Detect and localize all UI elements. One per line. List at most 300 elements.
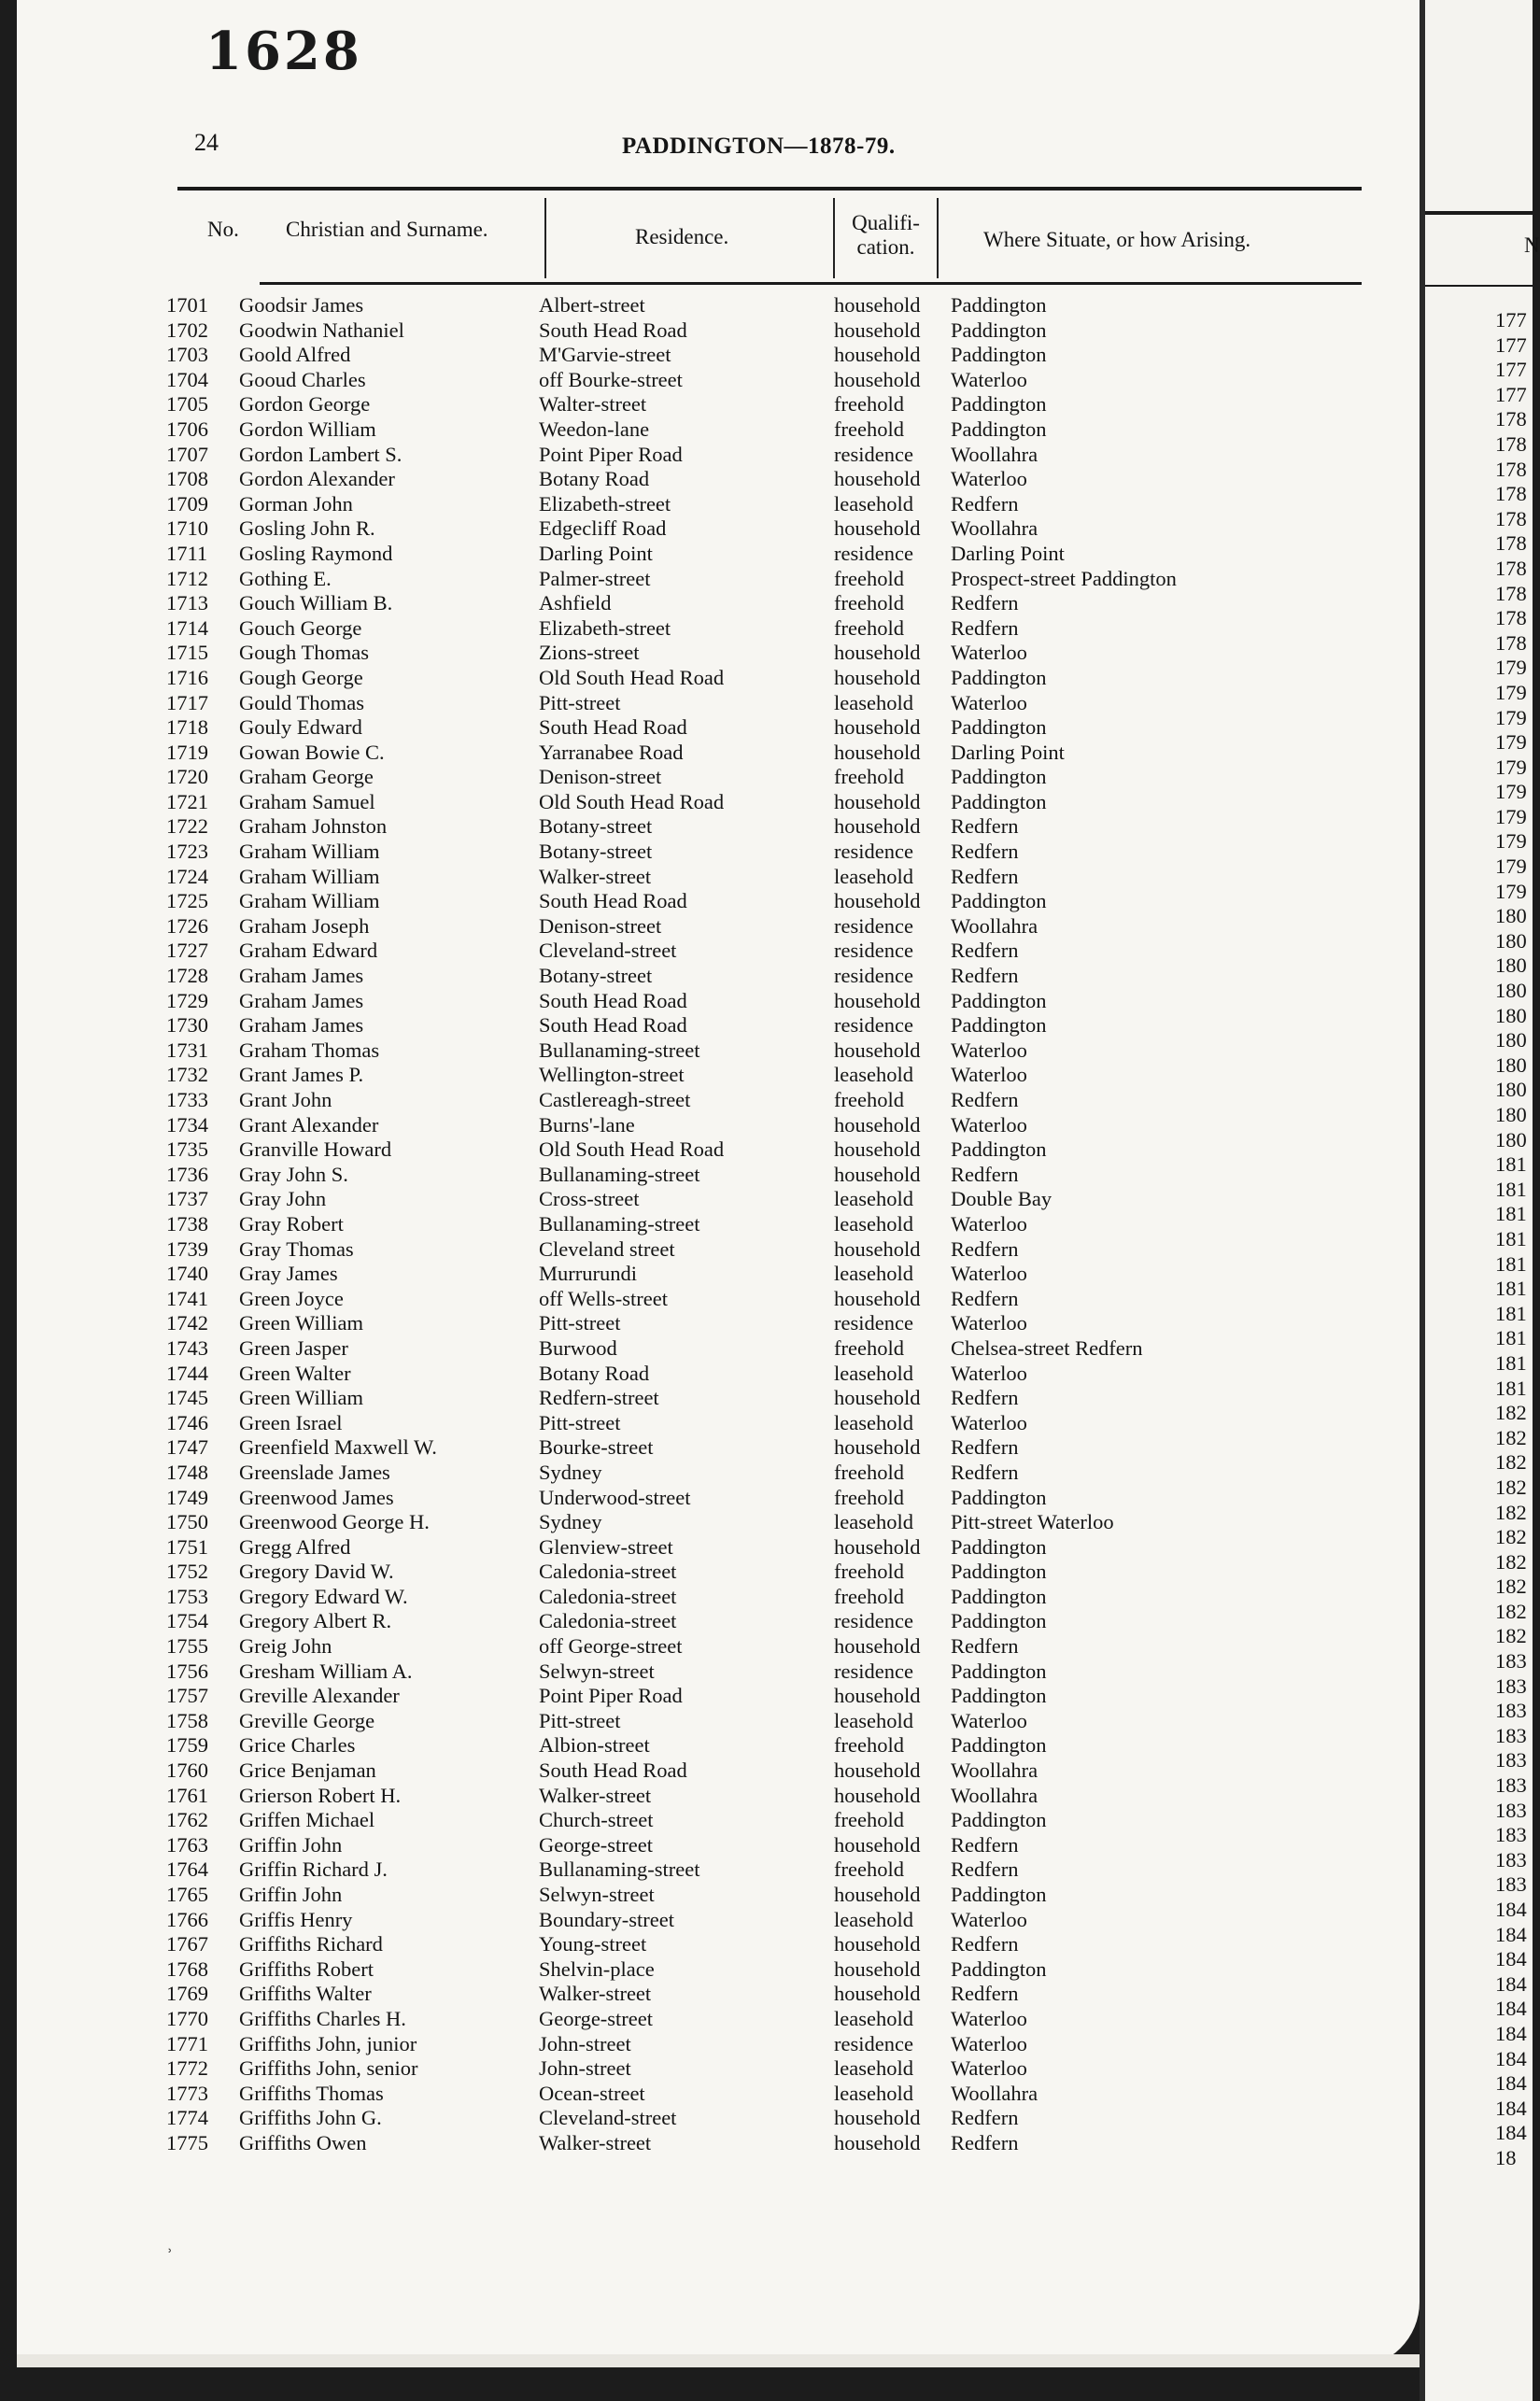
adjacent-entry-number: 184 xyxy=(1495,2071,1527,2096)
elector-list xyxy=(17,293,1420,2156)
entry-where: Paddington xyxy=(951,318,1047,342)
table-row xyxy=(17,1088,1420,1113)
entry-name: Graham Joseph xyxy=(239,913,370,938)
table-row xyxy=(17,1510,1420,1535)
entry-qualification: household xyxy=(834,1832,921,1857)
entry-where: Waterloo xyxy=(951,1038,1027,1062)
table-row xyxy=(17,2007,1420,2032)
adjacent-entry-number: 182 xyxy=(1495,1401,1527,1425)
adjacent-entry-number: 183 xyxy=(1495,1872,1527,1897)
table-row xyxy=(17,1386,1420,1411)
entry-where: Paddington xyxy=(951,1013,1047,1038)
entry-number: 1719 xyxy=(166,740,208,764)
entry-residence: Shelvin-place xyxy=(539,1956,655,1981)
entry-residence: Young-street xyxy=(539,1932,647,1956)
table-row xyxy=(17,492,1420,517)
entry-number: 1747 xyxy=(166,1435,208,1460)
entry-number: 1764 xyxy=(166,1857,208,1882)
adjacent-entry-number: 179 xyxy=(1495,680,1527,704)
adjacent-entry-number: 182 xyxy=(1495,1624,1527,1648)
entry-name: Gray John xyxy=(239,1187,327,1211)
entry-where: Redfern xyxy=(951,591,1019,615)
entry-name: Gregory David W. xyxy=(239,1560,394,1584)
adjacent-entry-number: 183 xyxy=(1495,1773,1527,1798)
entry-qualification: freehold xyxy=(834,392,904,417)
entry-qualification: household xyxy=(834,715,921,740)
entry-name: Graham William xyxy=(239,889,380,913)
table-row xyxy=(17,2082,1420,2107)
entry-qualification: household xyxy=(834,318,921,342)
entry-name: Graham Samuel xyxy=(239,789,375,813)
entry-where: Prospect-street Paddington xyxy=(951,566,1177,590)
entry-qualification: household xyxy=(834,2106,921,2130)
entry-where: Waterloo xyxy=(951,467,1027,491)
adjacent-entry-number: 184 xyxy=(1495,2121,1527,2145)
entry-residence: Weedon-lane xyxy=(539,417,650,441)
adjacent-entry-number: 180 xyxy=(1495,1052,1527,1077)
entry-where: Paddington xyxy=(951,988,1047,1012)
entry-residence: Bullanaming-street xyxy=(539,1857,700,1882)
table-row xyxy=(17,1063,1420,1088)
table-row xyxy=(17,516,1420,542)
entry-name: Griffiths John, senior xyxy=(239,2056,418,2081)
entry-number: 1769 xyxy=(166,1982,208,2006)
entry-number: 1761 xyxy=(166,1783,208,1807)
entry-name: Griffiths Walter xyxy=(239,1982,372,2006)
entry-where: Redfern xyxy=(951,1857,1019,1882)
entry-name: Green Israel xyxy=(239,1410,343,1434)
entry-name: Gough Thomas xyxy=(239,641,369,665)
document-page xyxy=(17,0,1420,2367)
entry-residence: Old South Head Road xyxy=(539,1137,725,1162)
entry-residence: Walker-street xyxy=(539,1783,652,1807)
table-row xyxy=(17,1163,1420,1188)
entry-number: 1746 xyxy=(166,1410,208,1434)
entry-where: Redfern xyxy=(951,1386,1019,1410)
entry-number: 1775 xyxy=(166,2130,208,2154)
entry-name: Gordon George xyxy=(239,392,371,417)
entry-number: 1770 xyxy=(166,2006,208,2030)
entry-residence: South Head Road xyxy=(539,1758,687,1783)
entry-number: 1758 xyxy=(166,1708,208,1732)
entry-number: 1733 xyxy=(166,1088,208,1111)
entry-name: Gordon William xyxy=(239,417,376,441)
adjacent-entry-number: 178 xyxy=(1495,581,1527,605)
entry-name: Gresham William A. xyxy=(239,1659,413,1683)
adjacent-entry-number: 178 xyxy=(1495,431,1527,456)
entry-qualification: freehold xyxy=(834,615,904,640)
entry-qualification: freehold xyxy=(834,1857,904,1882)
entry-name: Gould Thomas xyxy=(239,690,364,714)
header-bottom-rule xyxy=(260,282,1362,285)
entry-residence: Boundary-street xyxy=(539,1907,674,1931)
table-row xyxy=(17,1411,1420,1436)
entry-where: Woollahra xyxy=(951,516,1038,541)
table-row xyxy=(17,741,1420,766)
adjacent-entry-number: 179 xyxy=(1495,879,1527,903)
entry-number: 1739 xyxy=(166,1236,208,1261)
entry-residence: Bullanaming-street xyxy=(539,1038,700,1062)
table-row xyxy=(17,417,1420,443)
entry-number: 1709 xyxy=(166,491,208,516)
adjacent-entry-number: 181 xyxy=(1495,1350,1527,1375)
entry-name: Gordon Lambert S. xyxy=(239,442,403,466)
entry-where: Waterloo xyxy=(951,1410,1027,1434)
adjacent-entry-number: 183 xyxy=(1495,1649,1527,1674)
column-divider-2 xyxy=(833,198,835,278)
page-number: 24 xyxy=(194,129,219,156)
entry-residence: Old South Head Road xyxy=(539,665,725,689)
adjacent-number-column xyxy=(1495,308,1527,2171)
table-row xyxy=(17,368,1420,393)
entry-residence: Point Piper Road xyxy=(539,442,683,466)
table-row xyxy=(17,2106,1420,2131)
entry-qualification: residence xyxy=(834,1013,913,1038)
entry-number: 1774 xyxy=(166,2106,208,2130)
entry-number: 1748 xyxy=(166,1460,208,1484)
entry-where: Paddington xyxy=(951,889,1047,913)
entry-qualification: leasehold xyxy=(834,1708,913,1732)
entry-qualification: freehold xyxy=(834,1808,904,1832)
adjacent-entry-number: 180 xyxy=(1495,1028,1527,1052)
entry-where: Waterloo xyxy=(951,1262,1027,1286)
entry-residence: Denison-street xyxy=(539,913,662,938)
entry-name: Greville Alexander xyxy=(239,1684,400,1708)
adjacent-entry-number: 182 xyxy=(1495,1500,1527,1524)
adjacent-entry-number: 183 xyxy=(1495,1847,1527,1871)
entry-where: Redfern xyxy=(951,1982,1019,2006)
entry-where: Redfern xyxy=(951,1236,1019,1261)
entry-qualification: household xyxy=(834,814,921,839)
entry-qualification: household xyxy=(834,293,921,317)
entry-number: 1765 xyxy=(166,1883,208,1906)
entry-where: Woollahra xyxy=(951,1758,1038,1783)
entry-where: Paddington xyxy=(951,1659,1047,1683)
entry-name: Greenwood George H. xyxy=(239,1510,430,1534)
table-row xyxy=(17,939,1420,964)
entry-where: Paddington xyxy=(951,1733,1047,1758)
entry-residence: Ocean-street xyxy=(539,2081,645,2105)
adjacent-entry-number: 178 xyxy=(1495,407,1527,431)
adjacent-entry-number: 184 xyxy=(1495,2046,1527,2070)
entry-name: Gothing E. xyxy=(239,566,332,590)
entry-number: 1721 xyxy=(166,789,208,813)
entry-name: Graham George xyxy=(239,765,374,789)
entry-where: Paddington xyxy=(951,1534,1047,1559)
entry-number: 1707 xyxy=(166,442,208,466)
entry-qualification: household xyxy=(834,467,921,491)
entry-where: Woollahra xyxy=(951,442,1038,466)
table-row xyxy=(17,641,1420,666)
entry-where: Redfern xyxy=(951,1932,1019,1956)
entry-residence: Zions-street xyxy=(539,641,640,665)
table-row xyxy=(17,1660,1420,1685)
entry-qualification: leasehold xyxy=(834,1211,913,1236)
entry-number: 1736 xyxy=(166,1162,208,1186)
entry-where: Redfern xyxy=(951,2130,1019,2154)
entry-qualification: leasehold xyxy=(834,1410,913,1434)
adjacent-entry-number: 181 xyxy=(1495,1277,1527,1301)
entry-name: Greenwood James xyxy=(239,1485,394,1509)
entry-residence: George-street xyxy=(539,1832,654,1857)
table-row xyxy=(17,567,1420,592)
adjacent-entry-number: 179 xyxy=(1495,829,1527,854)
adjacent-entry-number: 178 xyxy=(1495,506,1527,530)
adjacent-entry-number: 179 xyxy=(1495,730,1527,755)
adjacent-entry-number: 181 xyxy=(1495,1326,1527,1350)
header-name: Christian and Surname. xyxy=(286,218,488,241)
entry-name: Gregory Edward W. xyxy=(239,1584,408,1608)
entry-name: Grice Charles xyxy=(239,1733,356,1758)
entry-where: Redfern xyxy=(951,1460,1019,1484)
adjacent-entry-number: 180 xyxy=(1495,1003,1527,1027)
entry-where: Pitt-street Waterloo xyxy=(951,1510,1114,1534)
entry-residence: South Head Road xyxy=(539,318,687,342)
entry-number: 1755 xyxy=(166,1634,208,1659)
entry-name: Green Walter xyxy=(239,1361,351,1385)
entry-residence: M'Garvie-street xyxy=(539,343,671,367)
table-row xyxy=(17,443,1420,468)
entry-residence: South Head Road xyxy=(539,988,687,1012)
table-row xyxy=(17,989,1420,1014)
entry-name: Greenslade James xyxy=(239,1460,390,1484)
table-row xyxy=(17,1957,1420,1983)
entry-number: 1745 xyxy=(166,1386,208,1410)
entry-where: Redfern xyxy=(951,615,1019,640)
entry-qualification: leasehold xyxy=(834,491,913,516)
entry-number: 1724 xyxy=(166,864,208,888)
entry-where: Paddington xyxy=(951,1560,1047,1584)
entry-name: Green Joyce xyxy=(239,1286,344,1310)
entry-number: 1713 xyxy=(166,591,208,615)
entry-where: Waterloo xyxy=(951,2031,1027,2055)
entry-where: Redfern xyxy=(951,1088,1019,1111)
entry-name: Gregg Alfred xyxy=(239,1534,351,1559)
entry-name: Gray John S. xyxy=(239,1162,348,1186)
table-row xyxy=(17,1758,1420,1784)
entry-qualification: household xyxy=(834,988,921,1012)
entry-name: Griffin John xyxy=(239,1832,343,1857)
adjacent-entry-number: 182 xyxy=(1495,1549,1527,1574)
table-row xyxy=(17,1038,1420,1064)
entry-qualification: freehold xyxy=(834,1733,904,1758)
entry-number: 1725 xyxy=(166,889,208,913)
entry-where: Waterloo xyxy=(951,1211,1027,1236)
entry-qualification: residence xyxy=(834,840,913,864)
entry-qualification: household xyxy=(834,1236,921,1261)
adjacent-entry-number: 184 xyxy=(1495,1971,1527,1996)
entry-residence: Burwood xyxy=(539,1335,617,1360)
entry-residence: Darling Point xyxy=(539,541,653,565)
entry-number: 1704 xyxy=(166,367,208,391)
entry-where: Paddington xyxy=(951,1609,1047,1633)
table-row xyxy=(17,1187,1420,1212)
entry-name: Griffiths Charles H. xyxy=(239,2006,406,2030)
table-row xyxy=(17,691,1420,716)
entry-number: 1743 xyxy=(166,1335,208,1360)
entry-residence: Botany Road xyxy=(539,467,650,491)
entry-residence: Bourke-street xyxy=(539,1435,654,1460)
adjacent-entry-number: 181 xyxy=(1495,1376,1527,1400)
entry-qualification: household xyxy=(834,1634,921,1659)
entry-number: 1710 xyxy=(166,516,208,541)
entry-where: Paddington xyxy=(951,765,1047,789)
adjacent-entry-number: 182 xyxy=(1495,1475,1527,1499)
entry-number: 1742 xyxy=(166,1311,208,1335)
adjacent-entry-number: 177 xyxy=(1495,332,1527,357)
table-row xyxy=(17,1733,1420,1758)
entry-number: 1732 xyxy=(166,1063,208,1087)
entry-name: Gray Thomas xyxy=(239,1236,354,1261)
adjacent-entry-number: 183 xyxy=(1495,1699,1527,1723)
entry-where: Redfern xyxy=(951,814,1019,839)
adjacent-entry-number: 183 xyxy=(1495,1674,1527,1698)
entry-name: Grant Alexander xyxy=(239,1112,379,1137)
entry-number: 1752 xyxy=(166,1560,208,1584)
entry-name: Griffis Henry xyxy=(239,1907,353,1931)
entry-qualification: leasehold xyxy=(834,1187,913,1211)
adjacent-entry-number: 183 xyxy=(1495,1823,1527,1847)
entry-number: 1728 xyxy=(166,964,208,988)
adjacent-entry-number: 183 xyxy=(1495,1798,1527,1822)
entry-name: Gray Robert xyxy=(239,1211,344,1236)
entry-where: Darling Point xyxy=(951,740,1065,764)
entry-residence: Point Piper Road xyxy=(539,1684,683,1708)
table-row xyxy=(17,1684,1420,1709)
entry-number: 1754 xyxy=(166,1609,208,1633)
entry-qualification: household xyxy=(834,1112,921,1137)
table-row xyxy=(17,715,1420,741)
entry-number: 1705 xyxy=(166,392,208,417)
entry-where: Waterloo xyxy=(951,1063,1027,1087)
entry-where: Waterloo xyxy=(951,1907,1027,1931)
entry-qualification: household xyxy=(834,1932,921,1956)
adjacent-header-bottom-rule xyxy=(1425,285,1533,287)
entry-name: Graham William xyxy=(239,840,380,864)
entry-qualification: leasehold xyxy=(834,2056,913,2081)
table-row xyxy=(17,1784,1420,1809)
table-row xyxy=(17,964,1420,989)
entry-qualification: household xyxy=(834,1435,921,1460)
adjacent-entry-number: 178 xyxy=(1495,630,1527,655)
entry-number: 1734 xyxy=(166,1112,208,1137)
entry-residence: Edgecliff Road xyxy=(539,516,667,541)
entry-where: Redfern xyxy=(951,1286,1019,1310)
entry-residence: Caledonia-street xyxy=(539,1584,677,1608)
entry-number: 1766 xyxy=(166,1907,208,1931)
entry-qualification: freehold xyxy=(834,566,904,590)
entry-number: 1717 xyxy=(166,690,208,714)
entry-qualification: freehold xyxy=(834,1335,904,1360)
column-divider-1 xyxy=(544,198,546,278)
entry-where: Chelsea-street Redfern xyxy=(951,1335,1143,1360)
adjacent-entry-number: 181 xyxy=(1495,1251,1527,1276)
entry-name: Gordon Alexander xyxy=(239,467,395,491)
entry-number: 1749 xyxy=(166,1485,208,1509)
entry-name: Green Jasper xyxy=(239,1335,348,1360)
entry-qualification: household xyxy=(834,1286,921,1310)
entry-residence: off Wells-street xyxy=(539,1286,668,1310)
entry-name: Griffiths Owen xyxy=(239,2130,367,2154)
entry-qualification: freehold xyxy=(834,591,904,615)
adjacent-entry-number: 179 xyxy=(1495,705,1527,729)
entry-residence: John-street xyxy=(539,2031,631,2055)
entry-where: Waterloo xyxy=(951,1708,1027,1732)
entry-residence: Botany-street xyxy=(539,814,653,839)
adjacent-entry-number: 178 xyxy=(1495,606,1527,630)
entry-name: Griffin Richard J. xyxy=(239,1857,388,1882)
column-divider-3 xyxy=(937,198,939,278)
adjacent-entry-number: 180 xyxy=(1495,928,1527,953)
entry-number: 1726 xyxy=(166,913,208,938)
table-row xyxy=(17,790,1420,815)
entry-where: Waterloo xyxy=(951,2006,1027,2030)
entry-number: 1702 xyxy=(166,318,208,342)
table-row xyxy=(17,765,1420,790)
entry-residence: Cleveland-street xyxy=(539,2106,677,2130)
table-row xyxy=(17,1535,1420,1561)
entry-name: Griffiths John, junior xyxy=(239,2031,417,2055)
adjacent-entry-number: 184 xyxy=(1495,1922,1527,1946)
entry-qualification: leasehold xyxy=(834,1063,913,1087)
entry-where: Waterloo xyxy=(951,1361,1027,1385)
adjacent-entry-number: 184 xyxy=(1495,1947,1527,1971)
header-top-rule xyxy=(177,187,1362,191)
entry-number: 1744 xyxy=(166,1361,208,1385)
entry-where: Redfern xyxy=(951,964,1019,988)
entry-qualification: leasehold xyxy=(834,1510,913,1534)
entry-residence: Pitt-street xyxy=(539,1410,621,1434)
entry-residence: Walker-street xyxy=(539,1982,652,2006)
table-row xyxy=(17,1311,1420,1336)
entry-residence: Pitt-street xyxy=(539,1311,621,1335)
table-row xyxy=(17,1287,1420,1312)
entry-qualification: residence xyxy=(834,1609,913,1633)
adjacent-entry-number: 182 xyxy=(1495,1450,1527,1475)
entry-residence: Bullanaming-street xyxy=(539,1211,700,1236)
entry-number: 1773 xyxy=(166,2081,208,2105)
entry-qualification: residence xyxy=(834,1311,913,1335)
entry-qualification: household xyxy=(834,516,921,541)
table-row xyxy=(17,542,1420,567)
entry-residence: off George-street xyxy=(539,1634,683,1659)
entry-name: Gowan Bowie C. xyxy=(239,740,385,764)
entry-number: 1750 xyxy=(166,1510,208,1534)
entry-residence: Wellington-street xyxy=(539,1063,685,1087)
entry-name: Griffin John xyxy=(239,1883,343,1906)
entry-name: Gouly Edward xyxy=(239,715,362,740)
entry-name: Grant John xyxy=(239,1088,332,1111)
entry-name: Graham James xyxy=(239,964,364,988)
entry-qualification: household xyxy=(834,665,921,689)
entry-name: Gooud Charles xyxy=(239,367,366,391)
entry-residence: South Head Road xyxy=(539,1013,687,1038)
entry-number: 1712 xyxy=(166,566,208,590)
adjacent-entry-number: 177 xyxy=(1495,358,1527,382)
entry-where: Paddington xyxy=(951,1485,1047,1509)
entry-residence: Denison-street xyxy=(539,765,662,789)
entry-qualification: residence xyxy=(834,541,913,565)
adjacent-page xyxy=(1425,0,1540,2401)
table-row xyxy=(17,1560,1420,1585)
entry-residence: Selwyn-street xyxy=(539,1883,655,1906)
entry-where: Redfern xyxy=(951,1832,1019,1857)
adjacent-entry-number: 183 xyxy=(1495,1748,1527,1773)
entry-name: Grierson Robert H. xyxy=(239,1783,402,1807)
entry-residence: Old South Head Road xyxy=(539,789,725,813)
entry-residence: Sydney xyxy=(539,1460,602,1484)
table-row xyxy=(17,293,1420,318)
